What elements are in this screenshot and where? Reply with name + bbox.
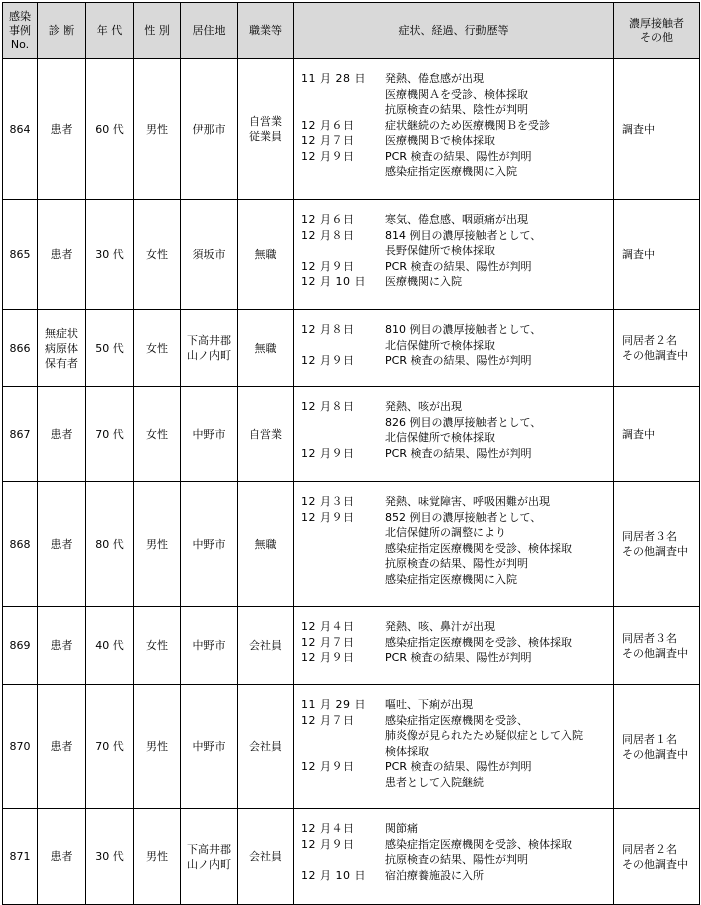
history-line xyxy=(301,697,613,713)
age-cell xyxy=(86,607,134,685)
contact-text: 同居者３名 その他調査中 xyxy=(622,530,688,558)
residence-cell-text: 中野市 xyxy=(192,740,226,753)
history-text: PCR 検査の結果、陽性が判明 xyxy=(385,259,532,273)
history-line xyxy=(301,868,613,884)
history-cell xyxy=(294,607,614,685)
history-text: 発熱、倦怠感が出現 xyxy=(385,72,484,85)
history-text: 感染症指定医療機関を受診、 xyxy=(385,713,528,727)
history-text: PCR 検査の結果、陽性が判明 xyxy=(385,354,532,367)
diagnosis-cell xyxy=(38,809,86,905)
history-date: 12 月４日 xyxy=(301,620,355,633)
history-date: 12 月３日 xyxy=(301,495,355,508)
history-date: 12 月９日 xyxy=(301,651,355,664)
header-occupation: 職業等 xyxy=(238,3,294,59)
contact-text: 同居者２名 その他調査中 xyxy=(622,334,688,362)
residence-cell-text: 須坂市 xyxy=(192,248,226,261)
history-date xyxy=(301,338,385,354)
case-no-cell xyxy=(3,809,38,905)
residence-cell-text: 中野市 xyxy=(192,427,226,441)
history-line xyxy=(301,821,613,837)
age-cell xyxy=(86,387,134,482)
header-case-no: 感染 事例 No. xyxy=(3,3,38,59)
diagnosis-cell-text: 患者 xyxy=(50,427,73,441)
history-text: 852 例目の濃厚接触者として、 xyxy=(385,510,542,524)
age-cell xyxy=(86,200,134,310)
sex-cell xyxy=(134,482,181,607)
case-no-cell-text: 865 xyxy=(9,248,31,261)
history-text: 北信保健所で検体採取 xyxy=(385,338,495,352)
history-text: 感染症指定医療機関に入院 xyxy=(385,572,517,586)
history-line xyxy=(301,713,613,729)
occupation-cell xyxy=(238,482,294,607)
history-date: 12 月 10 日 xyxy=(301,868,366,882)
occupation-cell xyxy=(238,310,294,387)
history-date: 12 月６日 xyxy=(301,213,355,226)
age-cell xyxy=(86,809,134,905)
case-no-cell-text: 866 xyxy=(9,341,31,355)
history-text: 寒気、倦怠感、咽頭痛が出現 xyxy=(385,213,528,226)
diagnosis-cell xyxy=(38,685,86,809)
contact-text: 調査中 xyxy=(622,427,655,441)
contact-text: 同居者１名 その他調査中 xyxy=(622,732,688,761)
contact-cell xyxy=(614,200,700,310)
header-contact: 濃厚接触者 その他 xyxy=(614,3,700,59)
history-line xyxy=(301,728,613,744)
residence-cell-text: 下高井郡 山ノ内町 xyxy=(187,842,231,871)
history-text: 発熱、咳が出現 xyxy=(385,400,462,413)
contact-cell xyxy=(614,685,700,809)
diagnosis-cell xyxy=(38,607,86,685)
table-row xyxy=(3,809,700,905)
contact-text: 同居者２名 その他調査中 xyxy=(622,842,688,871)
history-line xyxy=(301,852,613,868)
history-date: 12 月８日 xyxy=(301,228,355,242)
sex-cell-text: 女性 xyxy=(146,639,168,652)
residence-cell-text: 下高井郡 山ノ内町 xyxy=(187,334,231,362)
sex-cell-text: 男性 xyxy=(146,850,168,863)
history-line xyxy=(301,71,613,87)
history-line xyxy=(301,775,613,791)
history-text: 814 例目の濃厚接触者として、 xyxy=(385,228,542,242)
history-text: 抗原検査の結果、陰性が判明 xyxy=(385,103,528,116)
history-line xyxy=(301,541,613,557)
age-cell xyxy=(86,685,134,809)
history-line xyxy=(301,494,613,510)
history-text: 発熱、咳、鼻汁が出現 xyxy=(385,620,495,633)
history-text: 抗原検査の結果、陽性が判明 xyxy=(385,853,528,866)
history-date: 12 月 10 日 xyxy=(301,275,366,288)
case-table xyxy=(2,2,700,905)
occupation-cell-text: 無職 xyxy=(254,537,277,551)
history-cell xyxy=(294,809,614,905)
occupation-cell xyxy=(238,59,294,200)
occupation-cell-text: 会社員 xyxy=(249,639,282,652)
history-line xyxy=(301,837,613,853)
history-date xyxy=(301,728,385,744)
occupation-cell-text: 自営業 従業員 xyxy=(249,115,282,143)
history-date: 12 月９日 xyxy=(301,446,355,460)
history-line xyxy=(301,164,613,180)
occupation-cell xyxy=(238,200,294,310)
history-text: 患者として入院継続 xyxy=(385,775,484,789)
case-no-cell xyxy=(3,310,38,387)
contact-cell xyxy=(614,607,700,685)
residence-cell xyxy=(181,310,238,387)
history-cell xyxy=(294,310,614,387)
sex-cell-text: 女性 xyxy=(146,427,168,441)
history-date: 12 月７日 xyxy=(301,134,355,147)
history-text: 感染症指定医療機関を受診、検体採取 xyxy=(385,541,572,555)
occupation-cell-text: 会社員 xyxy=(249,850,282,863)
age-cell-text: 40 代 xyxy=(95,639,124,652)
history-line xyxy=(301,274,613,290)
history-date xyxy=(301,775,385,791)
residence-cell xyxy=(181,809,238,905)
history-text: 810 例目の濃厚接触者として、 xyxy=(385,323,542,336)
residence-cell xyxy=(181,685,238,809)
contact-text: 同居者３名 その他調査中 xyxy=(622,631,688,660)
history-cell xyxy=(294,685,614,809)
history-date: 12 月４日 xyxy=(301,822,355,835)
history-text: 感染症指定医療機関に入院 xyxy=(385,165,517,178)
age-cell-text: 80 代 xyxy=(95,537,124,551)
age-cell-text: 60 代 xyxy=(95,122,124,136)
history-line xyxy=(301,228,613,244)
sex-cell xyxy=(134,200,181,310)
age-cell xyxy=(86,482,134,607)
contact-text: 調査中 xyxy=(622,122,655,136)
occupation-cell xyxy=(238,809,294,905)
history-date: 12 月９日 xyxy=(301,149,355,163)
table-row xyxy=(3,387,700,482)
table-row xyxy=(3,685,700,809)
contact-cell xyxy=(614,387,700,482)
occupation-cell-text: 会社員 xyxy=(249,740,282,753)
diagnosis-cell-text: 患者 xyxy=(50,122,73,136)
case-no-cell xyxy=(3,387,38,482)
history-cell xyxy=(294,482,614,607)
history-line xyxy=(301,525,613,541)
diagnosis-cell-text: 患者 xyxy=(50,850,73,863)
history-line xyxy=(301,399,613,415)
history-date: 12 月９日 xyxy=(301,837,355,851)
history-text: 関節痛 xyxy=(385,822,418,835)
age-cell-text: 50 代 xyxy=(95,341,124,355)
age-cell-text: 30 代 xyxy=(95,850,124,863)
contact-text: 調査中 xyxy=(622,248,655,261)
history-text: 検体採取 xyxy=(385,744,429,758)
sex-cell xyxy=(134,387,181,482)
case-no-cell-text: 868 xyxy=(9,537,31,551)
history-date: 12 月９日 xyxy=(301,354,355,367)
history-date: 11 月 28 日 xyxy=(301,72,366,85)
header-age: 年 代 xyxy=(86,3,134,59)
history-date xyxy=(301,415,385,431)
diagnosis-cell-text: 患者 xyxy=(50,639,73,652)
sex-cell xyxy=(134,59,181,200)
table-row xyxy=(3,482,700,607)
history-text: 発熱、味覚障害、呼吸困難が出現 xyxy=(385,495,550,508)
history-date xyxy=(301,556,385,572)
header-row xyxy=(3,3,700,59)
history-text: 抗原検査の結果、陽性が判明 xyxy=(385,557,528,570)
sex-cell xyxy=(134,809,181,905)
case-no-cell-text: 870 xyxy=(9,740,31,753)
history-line xyxy=(301,102,613,118)
history-line xyxy=(301,87,613,103)
history-date: 12 月９日 xyxy=(301,259,355,273)
history-line xyxy=(301,212,613,228)
diagnosis-cell xyxy=(38,200,86,310)
history-line xyxy=(301,572,613,588)
history-line xyxy=(301,149,613,165)
history-text: 医療機関Ｂで検体採取 xyxy=(385,134,495,147)
history-text: PCR 検査の結果、陽性が判明 xyxy=(385,651,532,664)
sex-cell-text: 女性 xyxy=(146,248,168,261)
case-no-cell-text: 864 xyxy=(9,122,31,136)
history-date xyxy=(301,87,385,103)
case-no-cell xyxy=(3,607,38,685)
sex-cell-text: 男性 xyxy=(146,537,168,551)
header-history: 症状、経過、行動歴等 xyxy=(294,3,614,59)
history-line xyxy=(301,430,613,446)
diagnosis-cell-text: 無症状 病原体 保有者 xyxy=(45,326,78,370)
age-cell xyxy=(86,310,134,387)
history-text: 医療機関Ａを受診、検体採取 xyxy=(385,87,528,101)
residence-cell xyxy=(181,387,238,482)
header-sex: 性 別 xyxy=(134,3,181,59)
sex-cell-text: 男性 xyxy=(146,122,168,136)
history-line xyxy=(301,759,613,775)
residence-cell xyxy=(181,607,238,685)
history-date: 12 月７日 xyxy=(301,713,355,727)
table-row xyxy=(3,607,700,685)
history-text: 肺炎像が見られたため疑似症として入院 xyxy=(385,729,583,742)
history-line xyxy=(301,635,613,651)
history-text: 長野保健所で検体採取 xyxy=(385,244,495,257)
history-text: PCR 検査の結果、陽性が判明 xyxy=(385,149,532,163)
residence-cell xyxy=(181,200,238,310)
residence-cell xyxy=(181,482,238,607)
history-text: 北信保健所で検体採取 xyxy=(385,431,495,444)
history-cell xyxy=(294,387,614,482)
history-line xyxy=(301,322,613,338)
history-date xyxy=(301,164,385,180)
history-date xyxy=(301,744,385,760)
occupation-cell-text: 無職 xyxy=(254,341,277,355)
history-cell xyxy=(294,200,614,310)
history-date xyxy=(301,525,385,541)
history-line xyxy=(301,118,613,134)
diagnosis-cell-text: 患者 xyxy=(50,248,73,261)
history-line xyxy=(301,415,613,431)
table-row xyxy=(3,310,700,387)
history-text: 嘔吐、下痢が出現 xyxy=(385,698,473,711)
history-date xyxy=(301,430,385,446)
history-text: 826 例目の濃厚接触者として、 xyxy=(385,415,542,429)
residence-cell-text: 中野市 xyxy=(192,639,226,652)
table-body xyxy=(3,59,700,905)
history-line xyxy=(301,556,613,572)
header-diagnosis: 診 断 xyxy=(38,3,86,59)
sex-cell-text: 女性 xyxy=(146,341,168,355)
contact-cell xyxy=(614,482,700,607)
history-date xyxy=(301,102,385,118)
diagnosis-cell xyxy=(38,59,86,200)
occupation-cell-text: 自営業 xyxy=(249,427,282,441)
history-line xyxy=(301,510,613,526)
diagnosis-cell xyxy=(38,482,86,607)
history-date: 12 月９日 xyxy=(301,510,355,524)
header-residence: 居住地 xyxy=(181,3,238,59)
history-text: PCR 検査の結果、陽性が判明 xyxy=(385,446,532,460)
age-cell xyxy=(86,59,134,200)
history-line xyxy=(301,744,613,760)
history-cell xyxy=(294,59,614,200)
history-date: 11 月 29 日 xyxy=(301,698,366,711)
history-line xyxy=(301,619,613,635)
case-no-cell xyxy=(3,59,38,200)
occupation-cell-text: 無職 xyxy=(254,248,277,261)
case-no-cell-text: 871 xyxy=(9,850,31,863)
age-cell-text: 30 代 xyxy=(95,248,124,261)
table-row xyxy=(3,200,700,310)
history-line xyxy=(301,243,613,259)
history-line xyxy=(301,650,613,666)
history-line xyxy=(301,133,613,149)
history-text: 医療機関に入院 xyxy=(385,275,462,288)
residence-cell xyxy=(181,59,238,200)
history-text: 北信保健所の調整により xyxy=(385,526,506,539)
contact-cell xyxy=(614,310,700,387)
residence-cell-text: 伊那市 xyxy=(192,122,226,136)
residence-cell-text: 中野市 xyxy=(192,537,226,551)
history-text: 症状継続のため医療機関Ｂを受診 xyxy=(385,118,550,132)
sex-cell-text: 男性 xyxy=(146,740,168,753)
history-date xyxy=(301,243,385,259)
history-line xyxy=(301,446,613,462)
history-line xyxy=(301,353,613,369)
history-text: 宿泊療養施設に入所 xyxy=(385,868,484,882)
diagnosis-cell xyxy=(38,310,86,387)
history-text: PCR 検査の結果、陽性が判明 xyxy=(385,760,532,773)
sex-cell xyxy=(134,607,181,685)
sex-cell xyxy=(134,310,181,387)
diagnosis-cell xyxy=(38,387,86,482)
case-no-cell-text: 867 xyxy=(9,427,31,441)
history-date: 12 月９日 xyxy=(301,760,355,773)
contact-cell xyxy=(614,809,700,905)
history-date: 12 月７日 xyxy=(301,635,355,649)
history-date xyxy=(301,541,385,557)
history-date: 12 月８日 xyxy=(301,400,355,413)
occupation-cell xyxy=(238,685,294,809)
occupation-cell xyxy=(238,607,294,685)
diagnosis-cell-text: 患者 xyxy=(50,740,73,753)
history-date: 12 月６日 xyxy=(301,118,355,132)
sex-cell xyxy=(134,685,181,809)
history-line xyxy=(301,259,613,275)
history-text: 感染症指定医療機関を受診、検体採取 xyxy=(385,635,572,649)
age-cell-text: 70 代 xyxy=(95,740,124,753)
table-row xyxy=(3,59,700,200)
history-date xyxy=(301,572,385,588)
history-line xyxy=(301,338,613,354)
history-text: 感染症指定医療機関を受診、検体採取 xyxy=(385,837,572,851)
case-no-cell xyxy=(3,482,38,607)
history-date xyxy=(301,852,385,868)
history-date: 12 月８日 xyxy=(301,323,355,336)
contact-cell xyxy=(614,59,700,200)
case-no-cell-text: 869 xyxy=(9,639,31,652)
case-no-cell xyxy=(3,685,38,809)
diagnosis-cell-text: 患者 xyxy=(50,537,73,551)
age-cell-text: 70 代 xyxy=(95,427,124,441)
case-no-cell xyxy=(3,200,38,310)
occupation-cell xyxy=(238,387,294,482)
